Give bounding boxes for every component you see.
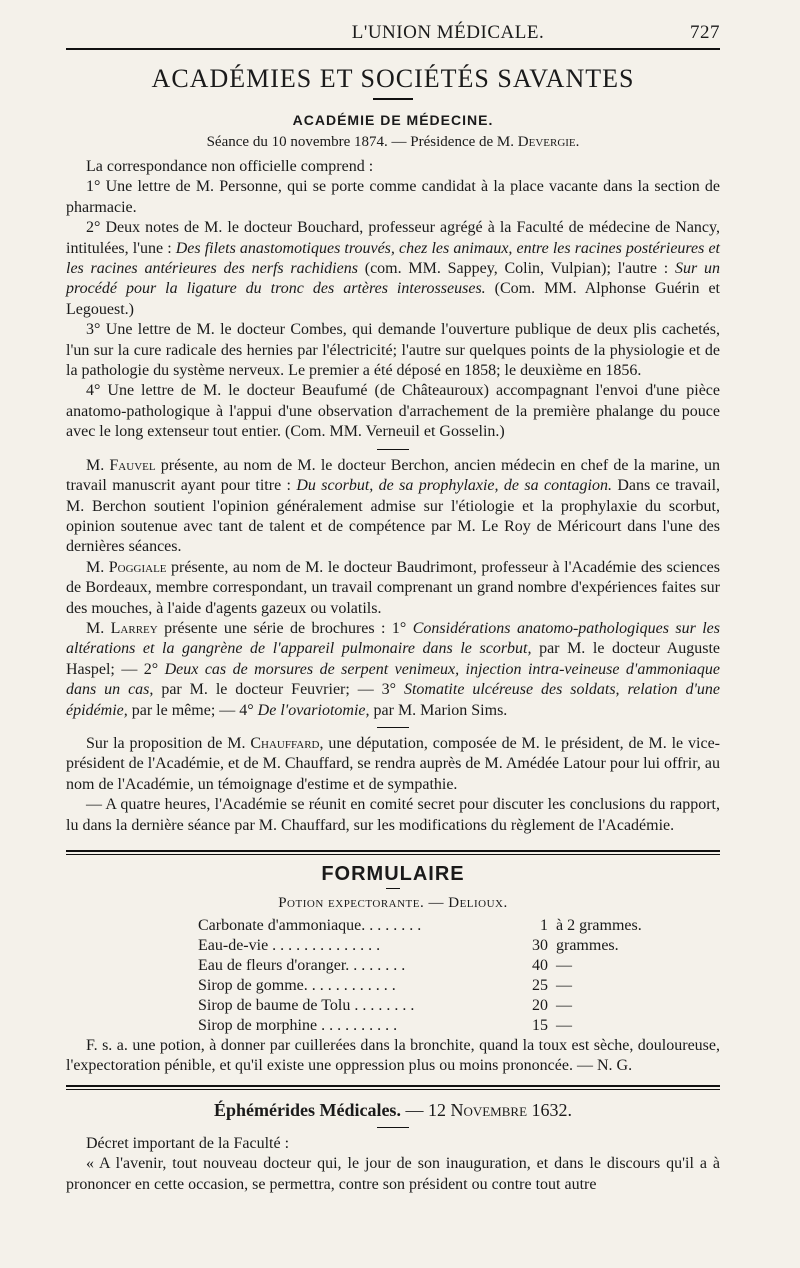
page-number: 727 bbox=[690, 22, 720, 43]
ingredient-quantity: 30 bbox=[532, 937, 548, 954]
ingredient-unit: grammes. bbox=[556, 937, 619, 954]
recipe-table bbox=[198, 916, 720, 1036]
ingredient-name: Sirop de baume de Tolu . . . . . . . . bbox=[198, 997, 415, 1014]
ingredient-name: Eau de fleurs d'oranger. . . . . . . . bbox=[198, 957, 406, 974]
recipe-row bbox=[198, 1016, 720, 1036]
ingredient-name: Sirop de gomme. . . . . . . . . . . . bbox=[198, 977, 396, 994]
ingredient-quantity: 1 bbox=[540, 917, 548, 934]
decret-quote: « A l'avenir, tout nouveau docteur qui, le jour de son inauguration, et dans le discours qu'il a à prononcer en cette occasion, se permettra, contre son président ou contre tout autre bbox=[66, 1155, 720, 1193]
paragraph-divider-2 bbox=[377, 727, 409, 728]
potion-title: Potion expectorante. — Delioux. bbox=[278, 895, 508, 911]
proposition-paragraph: Sur la proposition de M. Chauffard, une députation, composée de M. le président, de M. le vice-président de l'Académie, et de M. Chauffard, se rendra auprès de M. Amédée Latour pour lui offrir, au nom de l'Académie, un témoignage d'estime et de sympathie. bbox=[66, 734, 720, 793]
formulaire-rule bbox=[66, 850, 720, 855]
title-divider bbox=[373, 98, 413, 100]
recipe-instructions: F. s. a. une potion, à donner par cuillerées dans la bronchite, quand la toux est sèche, douloureuse, l'expectoration pénible, et qu'il existe une oppression plus ou moins prononcée. — N. G. bbox=[66, 1037, 720, 1075]
ingredient-unit: — bbox=[556, 1017, 572, 1034]
paragraph-divider bbox=[377, 449, 409, 450]
recipe-row bbox=[198, 936, 720, 956]
ingredient-quantity: 15 bbox=[532, 1017, 548, 1034]
ephemerides-divider bbox=[377, 1127, 409, 1128]
comite-paragraph: — A quatre heures, l'Académie se réunit en comité secret pour discuter les conclusions du rapport, lu dans la dernière séance par M. Chauffard, sur les modifications du règlement de l'Académie. bbox=[66, 796, 720, 834]
correspondance-item-3: 3° Une lettre de M. le docteur Combes, qui demande l'ouverture publique de deux plis cachetés, l'un sur la cure radicale des hernies par l'électricité; l'autre sur quelques points de la physiologie et de la pathologie du système nerveux. Le premier a été déposé en 1858; le deuxième en 1856. bbox=[66, 321, 720, 380]
recipe-row bbox=[198, 916, 720, 936]
recipe-row bbox=[198, 956, 720, 976]
ephemerides-rule bbox=[66, 1085, 720, 1090]
correspondance-item-4: 4° Une lettre de M. le docteur Beaufumé (de Châteauroux) accompagnant l'envoi d'une pièce anatomo-pathologique à l'appui d'une observation d'arrachement de la première phalange du pouce avec le long extenseur tout entier. (Com. MM. Verneuil et Gosselin.) bbox=[66, 382, 720, 441]
ingredient-unit: à 2 grammes. bbox=[556, 917, 642, 934]
fauvel-paragraph: M. Fauvel présente, au nom de M. le docteur Berchon, ancien médecin en chef de la marine, un travail manuscrit ayant pour titre : Du scorbut, de sa prophylaxie, de sa contagion. Dans ce travail, M. Berchon soutient l'opinion généralement admise sur l'étiologie et la prophylaxie du scorbut, opinion soutenue avec tant de talent et de compétence par M. Le Roy de Méricourt dans l'une des dernières séances. bbox=[66, 456, 721, 556]
formulaire-title: FORMULAIRE bbox=[321, 863, 465, 885]
decret-line: Décret important de la Faculté : bbox=[86, 1134, 290, 1152]
ingredient-name: Sirop de morphine . . . . . . . . . . bbox=[198, 1017, 398, 1034]
ephemerides-heading: Éphémérides Médicales. — 12 Novembre 1632. bbox=[213, 1099, 573, 1120]
correspondance-item-2: 2° Deux notes de M. le docteur Bouchard, professeur agrégé à la Faculté de médecine de Nancy, intitulées, l'une : Des filets anastomotiques trouvés, chez les animaux, entre les racines postérieures et les racines antérieures des nerfs rachidiens (com. MM. Sappey, Colin, Vulpian); l'autre : Sur un procédé pour la ligature du tronc des artères interosseuses. (Com. MM. Alphonse Guérin et Legouest.) bbox=[66, 219, 721, 318]
ingredient-quantity: 40 bbox=[532, 957, 548, 974]
ingredient-unit: — bbox=[556, 977, 572, 994]
larrey-paragraph: M. Larrey présente une série de brochures : 1° Considérations anatomo-pathologiques sur les altérations et la gangrène de l'appareil pulmonaire dans le scorbut, par M. le docteur Auguste Haspel; — 2° Deux cas de morsures de serpent venimeux, injection intra-veineuse d'ammoniaque dans un cas, par M. le docteur Feuvrier; — 3° Stomatite ulcéreuse des soldats, relation d'une épidémie, par le même; — 4° De l'ovariotomie, par M. Marion Sims. bbox=[66, 619, 721, 719]
ingredient-quantity: 25 bbox=[532, 977, 548, 994]
poggiale-paragraph: M. Poggiale présente, au nom de M. le docteur Baudrimont, professeur à l'Académie des sciences de Bordeaux, membre correspondant, un travail comprenant un grand nombre d'expériences faites sur des mouches, à l'aide d'agents gazeux ou volatils. bbox=[66, 558, 720, 617]
ingredient-unit: — bbox=[556, 957, 572, 974]
correspondance-item-1: 1° Une lettre de M. Personne, qui se porte comme candidat à la place vacante dans la section de pharmacie. bbox=[66, 178, 720, 216]
ingredient-unit: — bbox=[556, 997, 572, 1014]
ingredient-name: Carbonate d'ammoniaque. . . . . . . . bbox=[198, 917, 422, 934]
correspondance-intro: La correspondance non officielle comprend : bbox=[86, 158, 374, 175]
recipe-row bbox=[198, 996, 720, 1016]
academy-heading: ACADÉMIE DE MÉDECINE. bbox=[292, 112, 494, 128]
running-head bbox=[66, 22, 720, 48]
ingredient-quantity: 20 bbox=[532, 997, 548, 1014]
header-rule bbox=[66, 48, 720, 50]
seance-line: Séance du 10 novembre 1874. — Présidence de M. Devergie. bbox=[206, 134, 580, 150]
section-title: ACADÉMIES ET SOCIÉTÉS SAVANTES bbox=[151, 64, 635, 93]
recipe-row bbox=[198, 976, 720, 996]
journal-title: L'UNION MÉDICALE. bbox=[351, 22, 545, 43]
formulaire-divider bbox=[386, 888, 400, 889]
ingredient-name: Eau-de-vie . . . . . . . . . . . . . . bbox=[198, 937, 381, 954]
president-name: Devergie bbox=[517, 134, 576, 150]
